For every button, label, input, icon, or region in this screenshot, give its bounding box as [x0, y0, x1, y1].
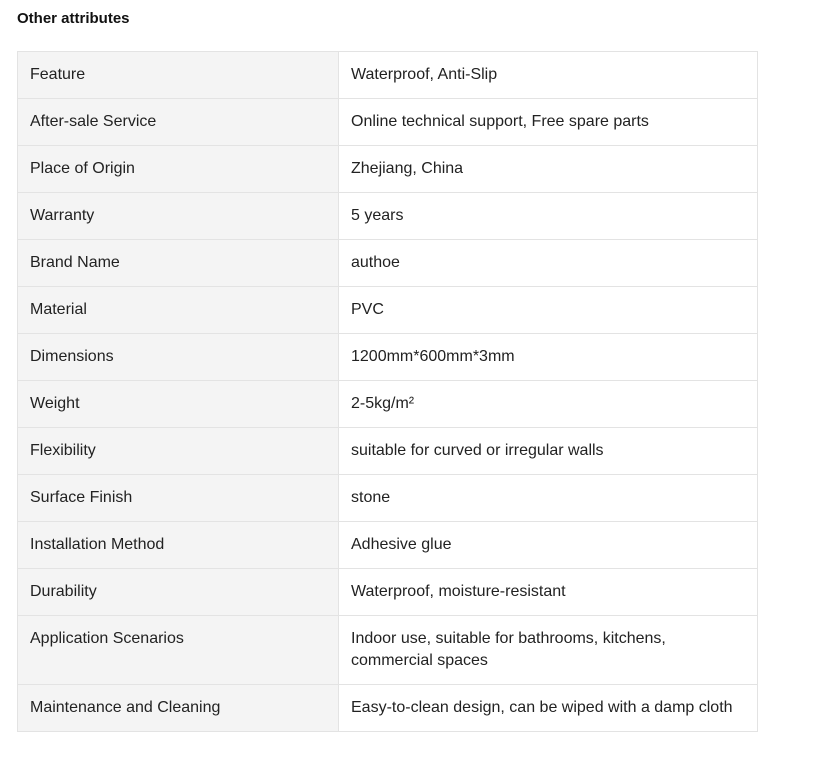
attribute-row-place-of-origin	[18, 146, 758, 193]
attribute-row-maintenance-and-cleaning	[18, 685, 758, 732]
attribute-value: stone	[339, 475, 758, 522]
attribute-value: 5 years	[339, 193, 758, 240]
attribute-row-flexibility	[18, 428, 758, 475]
attribute-key: Flexibility	[18, 428, 339, 475]
attribute-row-brand-name	[18, 240, 758, 287]
attribute-key: Warranty	[18, 193, 339, 240]
attribute-key: Brand Name	[18, 240, 339, 287]
attribute-row-feature	[18, 52, 758, 99]
attribute-value: Waterproof, moisture-resistant	[339, 569, 758, 616]
attribute-key: Surface Finish	[18, 475, 339, 522]
attribute-key: Dimensions	[18, 334, 339, 381]
attribute-row-installation-method	[18, 522, 758, 569]
attribute-key: Installation Method	[18, 522, 339, 569]
attribute-value: Easy-to-clean design, can be wiped with a damp cloth	[339, 685, 758, 732]
attribute-value: suitable for curved or irregular walls	[339, 428, 758, 475]
attribute-value: authoe	[339, 240, 758, 287]
attribute-key: Durability	[18, 569, 339, 616]
attribute-row-durability	[18, 569, 758, 616]
attribute-row-after-sale-service	[18, 99, 758, 146]
attribute-key: After-sale Service	[18, 99, 339, 146]
attribute-value: Adhesive glue	[339, 522, 758, 569]
attributes-table-body	[18, 52, 758, 732]
attribute-key: Maintenance and Cleaning	[18, 685, 339, 732]
attribute-value: Zhejiang, China	[339, 146, 758, 193]
section-title: Other attributes	[17, 10, 130, 27]
attribute-key: Application Scenarios	[18, 616, 339, 685]
attribute-row-warranty	[18, 193, 758, 240]
attribute-row-material	[18, 287, 758, 334]
attribute-key: Place of Origin	[18, 146, 339, 193]
attribute-key: Material	[18, 287, 339, 334]
attribute-value: PVC	[339, 287, 758, 334]
attribute-value: Indoor use, suitable for bathrooms, kitchens, commercial spaces	[339, 616, 758, 685]
attributes-table	[17, 51, 758, 732]
attribute-value: Waterproof, Anti-Slip	[339, 52, 758, 99]
attribute-row-surface-finish	[18, 475, 758, 522]
attribute-row-application-scenarios	[18, 616, 758, 685]
attribute-key: Feature	[18, 52, 339, 99]
attribute-row-dimensions	[18, 334, 758, 381]
attribute-value: 2-5kg/m²	[339, 381, 758, 428]
attribute-row-weight	[18, 381, 758, 428]
attribute-key: Weight	[18, 381, 339, 428]
attribute-value: 1200mm*600mm*3mm	[339, 334, 758, 381]
attribute-value: Online technical support, Free spare parts	[339, 99, 758, 146]
